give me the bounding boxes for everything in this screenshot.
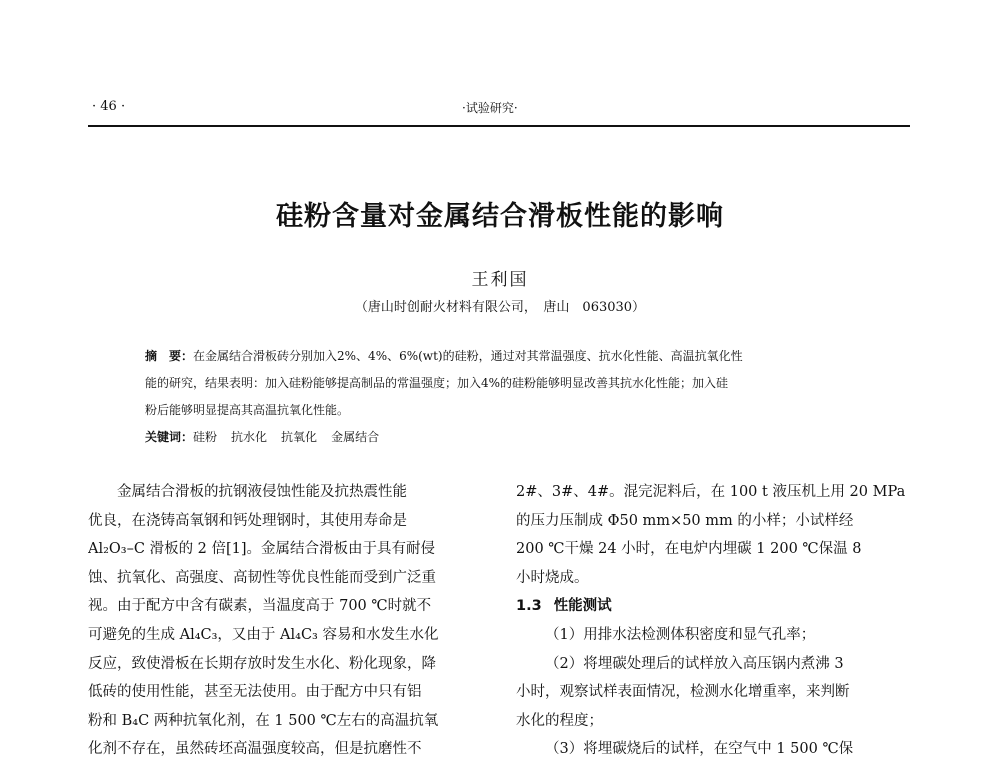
section-title: 性能测试 [553,598,612,615]
text-line: 2#、3#、4#。混完泥料后，在 100 t 液压机上用 20 MPa [516,484,906,500]
body-left-column [88,478,486,764]
abstract [145,343,860,451]
text-line: 视。由于配方中含有碳素，当温度高于 700 ℃时就不 [88,598,432,615]
text-line: 低砖的使用性能，甚至无法使用。由于配方中只有铝 [88,684,422,701]
text-line: 的压力压制成 Φ50 mm×50 mm 的小样；小试样经 [516,512,854,529]
author-name: 王利国 [471,270,529,290]
abstract-label: 摘 要： [145,349,194,363]
keywords-label: 关键词： [145,430,194,444]
keyword: 金属结合 [331,430,380,444]
text-line: 可避免的生成 Al₄C₃，又由于 Al₄C₃ 容易和水发生水化 [88,626,439,643]
text-line: 水化的程度； [516,712,603,729]
keywords-line [145,424,860,451]
text-line: （2）将埋碳处理后的试样放入高压锅内煮沸 3 [545,655,844,672]
keyword: 抗水化 [231,430,268,444]
text-line: 优良，在浇铸高氧钢和钙处理钢时，其使用寿命是 [88,512,407,529]
text-line: 化剂不存在，虽然砖坯高温强度较高，但是抗磨性不 [88,741,422,758]
text-line: 小时烧成。 [516,569,589,586]
section-heading [516,592,914,621]
text-line: 蚀、抗氧化、高强度、高韧性等优良性能而受到广泛重 [88,569,436,586]
abstract-text: 在金属结合滑板砖分别加入2%、4%、6%(wt)的硅粉，通过对其常温强度、抗水化性能、高温抗氧化性 [193,349,743,363]
author-affiliation: （唐山时创耐火材料有限公司， 唐山 063030） [354,300,646,315]
article-title: 硅粉含量对金属结合滑板性能的影响 [276,201,724,232]
text-line: 反应，致使滑板在长期存放时发生水化、粉化现象，降 [88,655,436,672]
keyword: 硅粉 [193,430,218,444]
text-line: 金属结合滑板的抗钢液侵蚀性能及抗热震性能 [117,484,407,500]
keyword: 抗氧化 [281,430,318,444]
section-label: ·试验研究· [462,101,518,115]
abstract-line: 能的研究，结果表明：加入硅粉能够提高制品的常温强度；加入4%的硅粉能够明显改善其抗水化性能；加入硅 [145,376,729,390]
text-line: （3）将埋碳烧后的试样，在空气中 1 500 ℃保 [545,741,854,758]
text-line: 小时，观察试样表面情况，检测水化增重率，来判断 [516,684,850,701]
abstract-line [145,343,860,370]
text-line: 粉和 B₄C 两种抗氧化剂，在 1 500 ℃左右的高温抗氧 [88,712,439,729]
text-line: Al₂O₃–C 滑板的 2 倍[1]。金属结合滑板由于具有耐侵 [88,541,436,558]
page-number: · 46 · [92,99,126,114]
text-line: （1）用排水法检测体积密度和显气孔率； [545,626,816,643]
text-line: 200 ℃干燥 24 小时，在电炉内埋碳 1 200 ℃保温 8 [516,541,862,558]
header-rule [88,125,910,127]
section-number: 1.3 [516,598,542,615]
abstract-line: 粉后能够明显提高其高温抗氧化性能。 [145,403,350,417]
body-right-column [516,478,914,764]
